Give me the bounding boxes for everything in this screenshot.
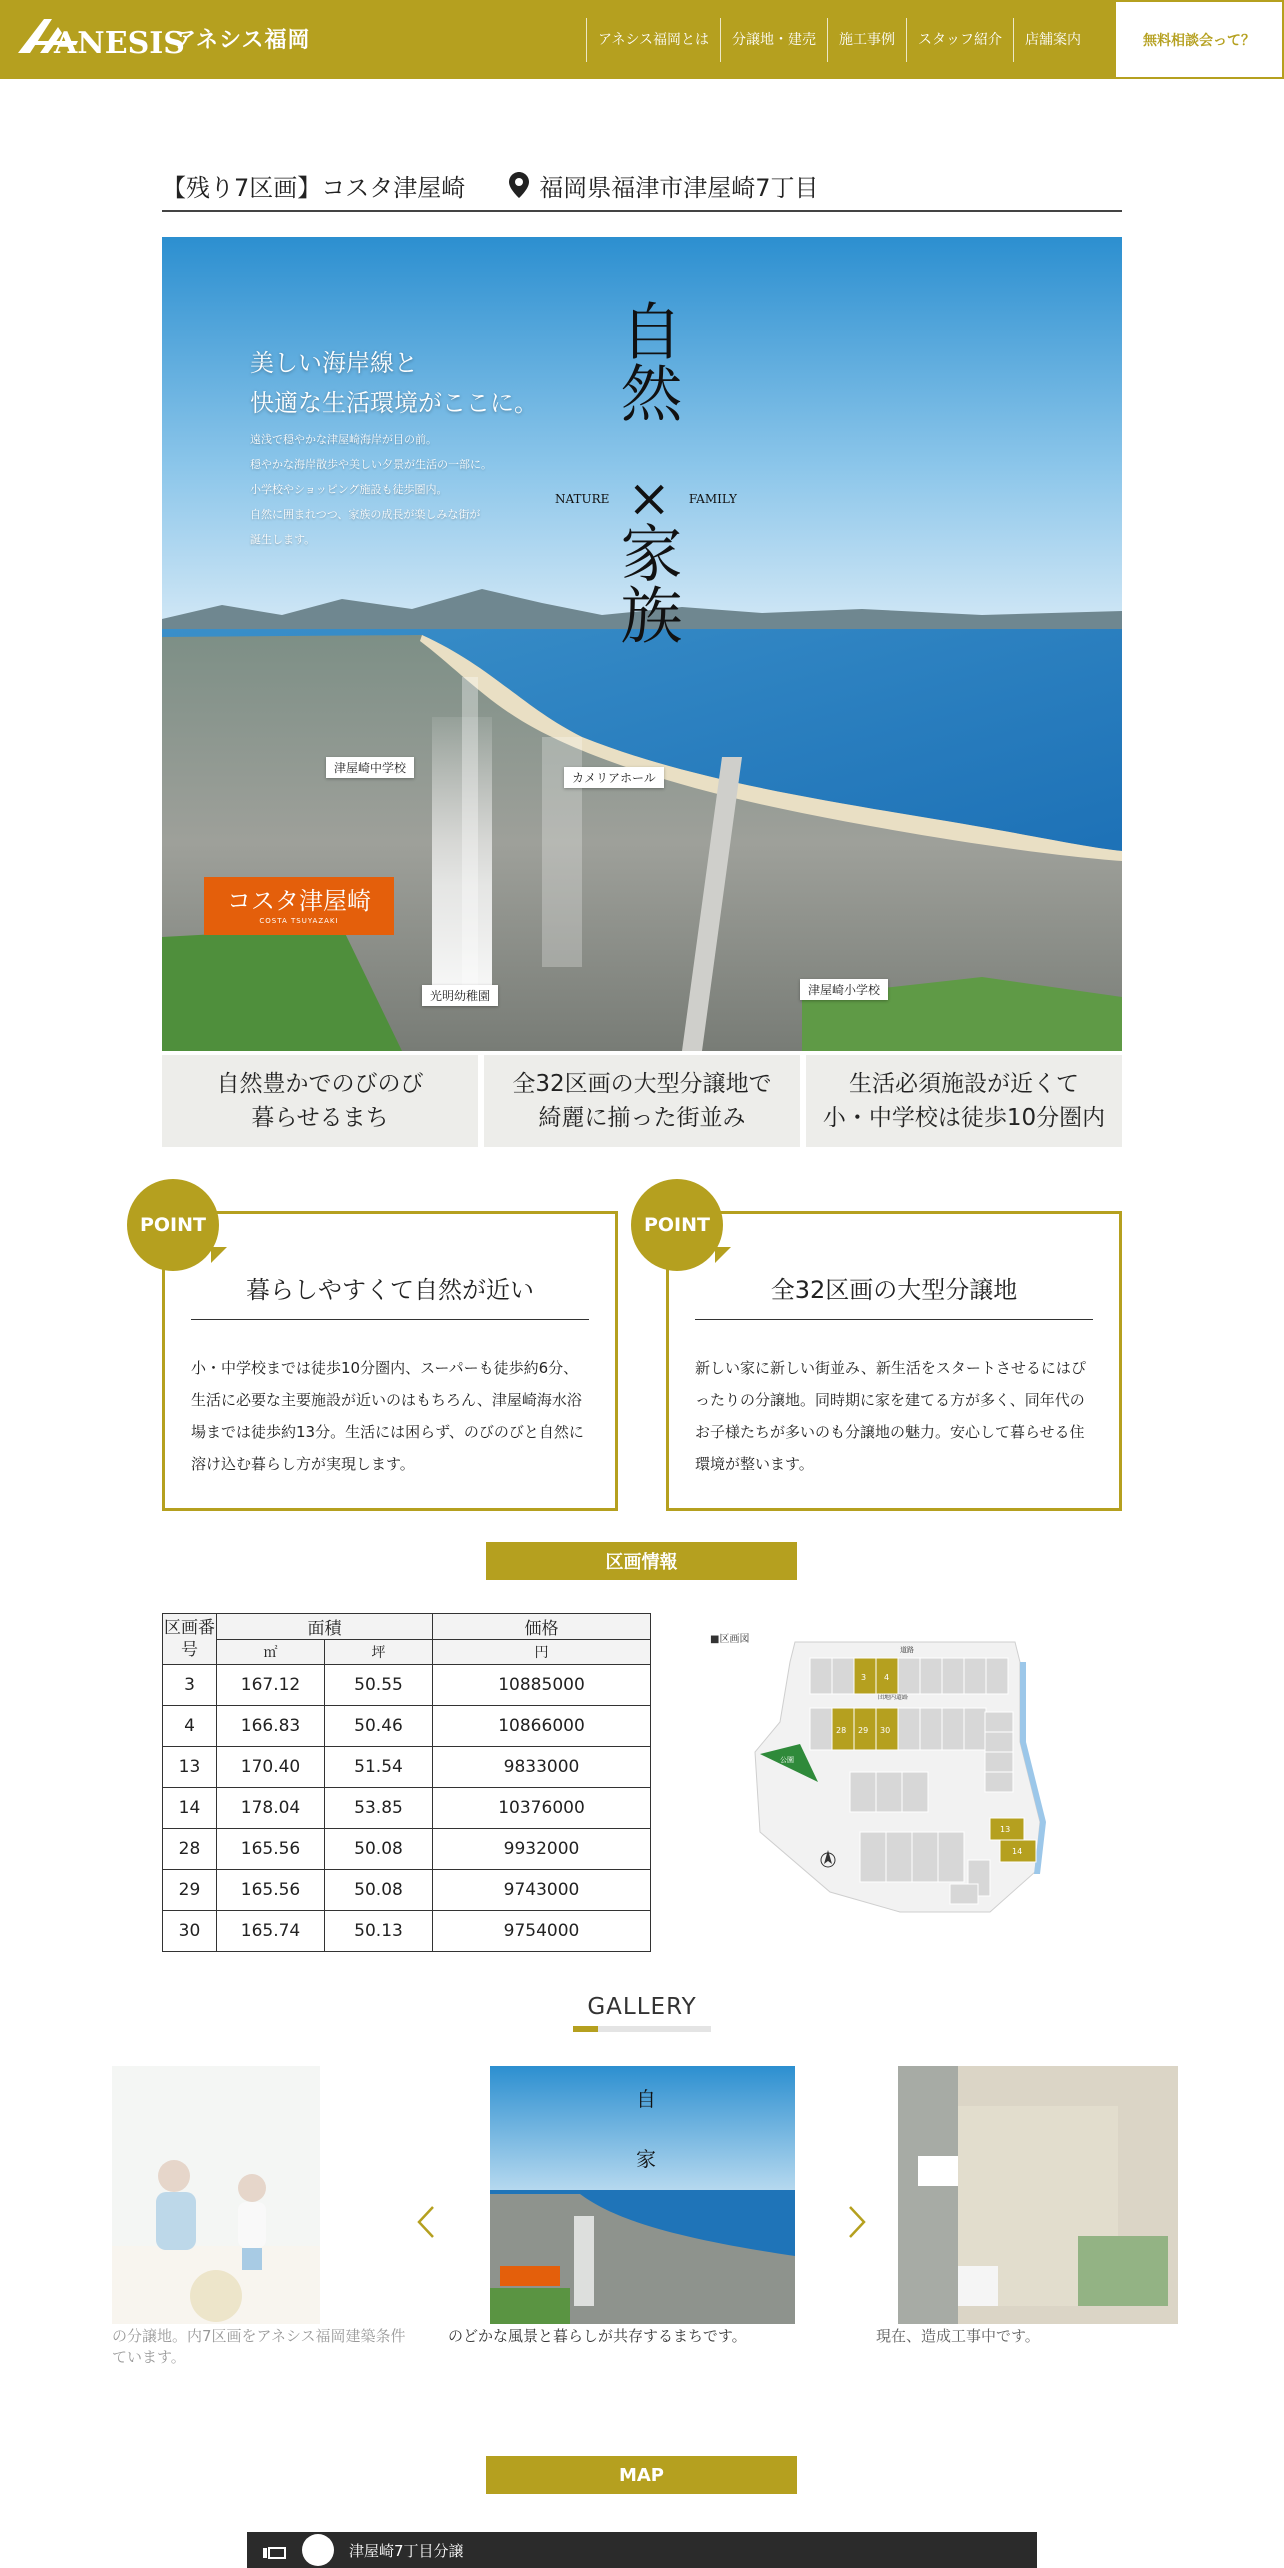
consultation-button[interactable]: 無料相談会って？ bbox=[1114, 0, 1284, 79]
main-nav bbox=[586, 18, 1092, 62]
gallery-underline bbox=[573, 2026, 711, 2032]
svg-text:29: 29 bbox=[858, 1726, 869, 1735]
nav-lots[interactable]: 分譲地・建売 bbox=[720, 18, 827, 62]
svg-text:公園: 公園 bbox=[780, 1756, 794, 1764]
property-title: 【残り7区画】コスタ津屋崎 bbox=[162, 173, 466, 202]
map-embed-title: 津屋崎7丁目分譲 bbox=[349, 2541, 464, 2560]
costa-tsuyazaki-brand-badge: コスタ津屋崎 COSTA TSUYAZAKI bbox=[204, 877, 394, 935]
nav-store[interactable]: 店舗案内 bbox=[1013, 18, 1092, 62]
map-list-icon[interactable] bbox=[263, 2542, 285, 2558]
hero-image bbox=[162, 237, 1122, 1051]
location-pin-icon bbox=[509, 172, 529, 198]
nav-about[interactable]: アネシス福岡とは bbox=[586, 18, 720, 62]
svg-text:ANESIS: ANESIS bbox=[54, 26, 185, 61]
svg-text:自: 自 bbox=[636, 2087, 656, 2111]
tag-kindergarten: 光明幼稚園 bbox=[422, 985, 498, 1006]
gallery-caption-right: 現在、造成工事中です。 bbox=[876, 2327, 1040, 2345]
point-card-nature bbox=[139, 1211, 618, 1511]
tag-junior-high: 津屋崎中学校 bbox=[326, 757, 414, 778]
gallery-slide-family[interactable] bbox=[112, 2066, 320, 2324]
col-area: 面積 bbox=[217, 1614, 433, 1640]
table-row: 28 165.56 50.08 9932000 bbox=[163, 1829, 651, 1870]
location-text: 福岡県福津市津屋崎7丁目 bbox=[539, 173, 819, 202]
svg-text:30: 30 bbox=[880, 1726, 891, 1735]
unit-m2: ㎡ bbox=[217, 1640, 325, 1665]
table-row: 3 167.12 50.55 10885000 bbox=[163, 1665, 651, 1706]
feature-row bbox=[162, 1055, 1122, 1147]
unit-tsubo: 坪 bbox=[325, 1640, 433, 1665]
unit-yen: 円 bbox=[433, 1640, 651, 1665]
svg-text:■区画図: ■区画図 bbox=[710, 1634, 750, 1645]
point-title: 全32区画の大型分譲地 bbox=[695, 1270, 1093, 1320]
gallery-slide-construction[interactable] bbox=[898, 2066, 1178, 2324]
feature-32-lots: 全32区画の大型分譲地で 綺麗に揃った街並み bbox=[484, 1055, 800, 1147]
hero-nature-family: NATURE × FAMILY bbox=[555, 469, 737, 529]
logo-japanese-name: アネシス福岡 bbox=[174, 27, 311, 53]
site-header bbox=[0, 0, 1284, 79]
hero-body-text: 遠浅で穏やかな津屋崎海岸が目の前。 穏やかな海岸散歩や美しい夕景が生活の一部に。 小学校やショッピング施設も徒歩圏内。 自然に囲まれつつ、家族の成長が楽しみな街が 誕生します。 bbox=[250, 433, 492, 546]
map-embed[interactable] bbox=[247, 2532, 1037, 2568]
gallery-slide-main[interactable] bbox=[490, 2066, 795, 2324]
point-badge: POINT bbox=[631, 1179, 723, 1271]
lot-site-map bbox=[700, 1622, 1070, 1932]
point-text: 新しい家に新しい街並み、新生活をスタートさせるにはぴったりの分譲地。同時期に家を建てる方が多く、同年代のお子様たちが多いのも分譲地の魅力。安心して暮らせる住環境が整います。 bbox=[695, 1359, 1086, 1473]
map-heading: MAP bbox=[486, 2456, 797, 2494]
property-location bbox=[509, 168, 818, 203]
col-lot-number: 区画番号 bbox=[163, 1614, 217, 1665]
anesis-logo-icon bbox=[18, 13, 185, 63]
svg-text:4: 4 bbox=[884, 1673, 890, 1682]
tag-camellia-hall: カメリアホール bbox=[564, 767, 664, 788]
svg-text:道路: 道路 bbox=[900, 1646, 914, 1654]
gallery-caption-center: のどかな風景と暮らしが共存するまちです。 bbox=[448, 2327, 747, 2345]
svg-text:28: 28 bbox=[836, 1726, 847, 1735]
nav-works[interactable]: 施工事例 bbox=[827, 18, 906, 62]
point-text: 小・中学校までは徒歩10分圏内、スーパーも徒歩約6分、生活に必要な主要施設が近いのはもちろん、津屋崎海水浴場までは徒歩約13分。生活には困らず、のびのびと自然に溶け込む暮らし方が実現します。 bbox=[191, 1359, 584, 1473]
tag-elementary: 津屋崎小学校 bbox=[800, 979, 888, 1000]
gallery-title: GALLERY bbox=[587, 1994, 697, 2020]
hero-vertical-family: 家族 bbox=[610, 521, 683, 645]
feature-facilities: 生活必須施設が近くて 小・中学校は徒歩10分圏内 bbox=[806, 1055, 1122, 1147]
lot-info-heading: 区画情報 bbox=[486, 1542, 797, 1580]
svg-text:団地内道路: 団地内道路 bbox=[878, 1694, 909, 1701]
site-logo[interactable] bbox=[18, 10, 310, 66]
table-row: 29 165.56 50.08 9743000 bbox=[163, 1870, 651, 1911]
point-title: 暮らしやすくて自然が近い bbox=[191, 1270, 589, 1320]
svg-text:13: 13 bbox=[1000, 1825, 1011, 1834]
property-title-row bbox=[162, 160, 1122, 212]
gallery-next-arrow-icon[interactable] bbox=[844, 2205, 868, 2239]
svg-text:14: 14 bbox=[1012, 1847, 1023, 1856]
hero-headline: 美しい海岸線と 快適な生活環境がここに。 bbox=[250, 349, 538, 417]
table-row: 30 165.74 50.13 9754000 bbox=[163, 1911, 651, 1952]
lot-price-table bbox=[162, 1613, 651, 1952]
point-badge: POINT bbox=[127, 1179, 219, 1271]
table-row: 4 166.83 50.46 10866000 bbox=[163, 1706, 651, 1747]
table-row: 14 178.04 53.85 10376000 bbox=[163, 1788, 651, 1829]
svg-text:3: 3 bbox=[861, 1673, 867, 1682]
nav-staff[interactable]: スタッフ紹介 bbox=[906, 18, 1013, 62]
col-price: 価格 bbox=[433, 1614, 651, 1640]
map-avatar-icon bbox=[301, 2533, 335, 2567]
svg-text:家: 家 bbox=[636, 2147, 656, 2171]
feature-nature: 自然豊かでのびのび 暮らせるまち bbox=[162, 1055, 478, 1147]
gallery-caption-left: の分譲地。内7区画をアネシス福岡建築条件 ています。 bbox=[112, 2327, 406, 2366]
point-card-lots bbox=[643, 1211, 1122, 1511]
table-row: 13 170.40 51.54 9833000 bbox=[163, 1747, 651, 1788]
gallery-prev-arrow-icon[interactable] bbox=[415, 2205, 439, 2239]
hero-vertical-nature: 自然 bbox=[610, 299, 683, 423]
